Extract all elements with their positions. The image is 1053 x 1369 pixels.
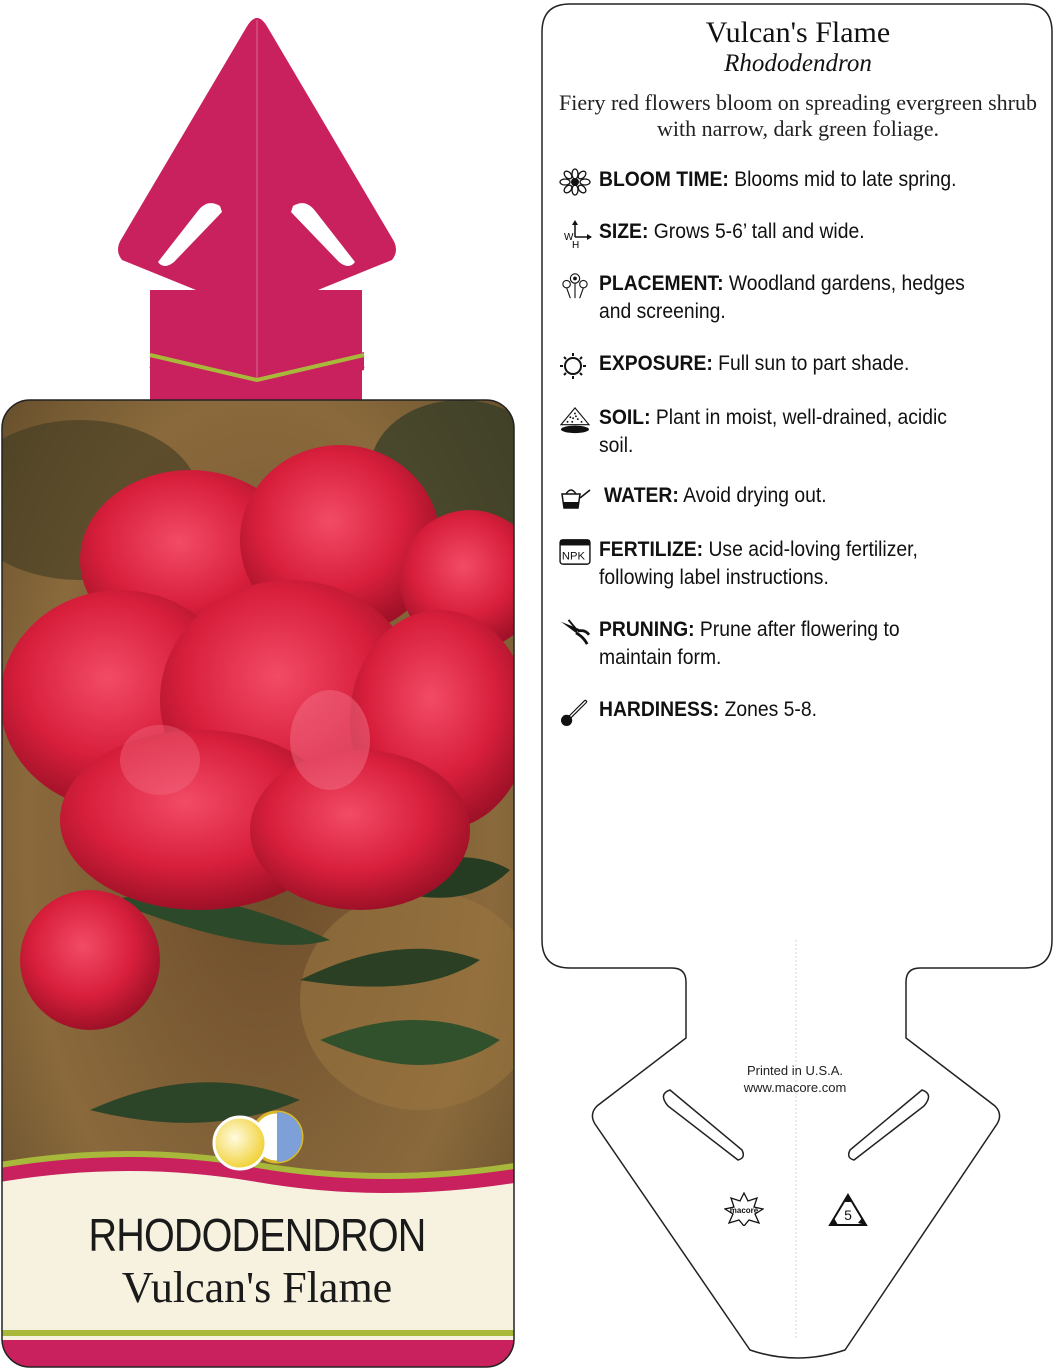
npk-icon-text: NPK <box>561 550 585 563</box>
attr-pruning: PRUNING: Prune after flowering to maintain form. <box>558 616 1028 672</box>
attr-soil: SOIL: Plant in moist, well-drained, acidic soil. <box>558 404 1028 460</box>
front-cultivar-label: Vulcan's Flame <box>121 1263 393 1312</box>
back-title: Vulcan's Flame <box>705 16 891 49</box>
attr-exposure: EXPOSURE: Full sun to part shade. <box>558 350 1028 378</box>
front-exposure-icon <box>214 1112 302 1169</box>
macore-logo-icon <box>724 1192 764 1226</box>
printed-line-website: www.macore.com <box>743 1080 847 1095</box>
attr-placement: PLACEMENT: Woodland gardens, hedges and screening. <box>558 270 1028 326</box>
back-description: Fiery red flowers bloom on spreading evergreen shrub with narrow, dark green foliage. <box>559 90 1037 141</box>
front-genus-label: RHODODENDRON <box>88 1209 426 1261</box>
back-tag-outline <box>542 4 1052 1358</box>
watering-can-icon <box>558 484 592 512</box>
printed-info <box>700 1062 890 1096</box>
recycle-number: 5 <box>844 1207 852 1223</box>
attr-fertilize: NPK FERTILIZE: Use acid-loving fertilizer, following label instructions. <box>558 536 1028 592</box>
back-subtitle: Rhododendron <box>724 50 872 77</box>
recycle-5-icon <box>826 1192 870 1230</box>
soil-pile-icon <box>558 406 592 434</box>
attr-hardiness: HARDINESS: Zones 5-8. <box>558 696 1028 724</box>
thermometer-icon <box>558 698 592 726</box>
attr-water: WATER: Avoid drying out. <box>558 482 1028 510</box>
size-icon-h: H <box>572 240 580 248</box>
size-icon-w: W <box>564 232 574 243</box>
front-tag-spike <box>118 18 396 400</box>
placement-flowers-icon <box>558 272 592 300</box>
attr-bloom-time: BLOOM TIME: Blooms mid to late spring. <box>558 166 1028 194</box>
sun-icon <box>558 352 592 380</box>
flower-icon <box>558 168 592 196</box>
pruning-shears-icon <box>558 618 592 646</box>
size-arrows-icon <box>558 220 592 248</box>
macore-logo-text: macore <box>729 1206 759 1215</box>
attr-size: W H SIZE: Grows 5-6’ tall and wide. <box>558 218 1028 246</box>
npk-fertilizer-icon <box>558 538 592 566</box>
printed-line-country: Printed in U.S.A. <box>746 1063 844 1078</box>
